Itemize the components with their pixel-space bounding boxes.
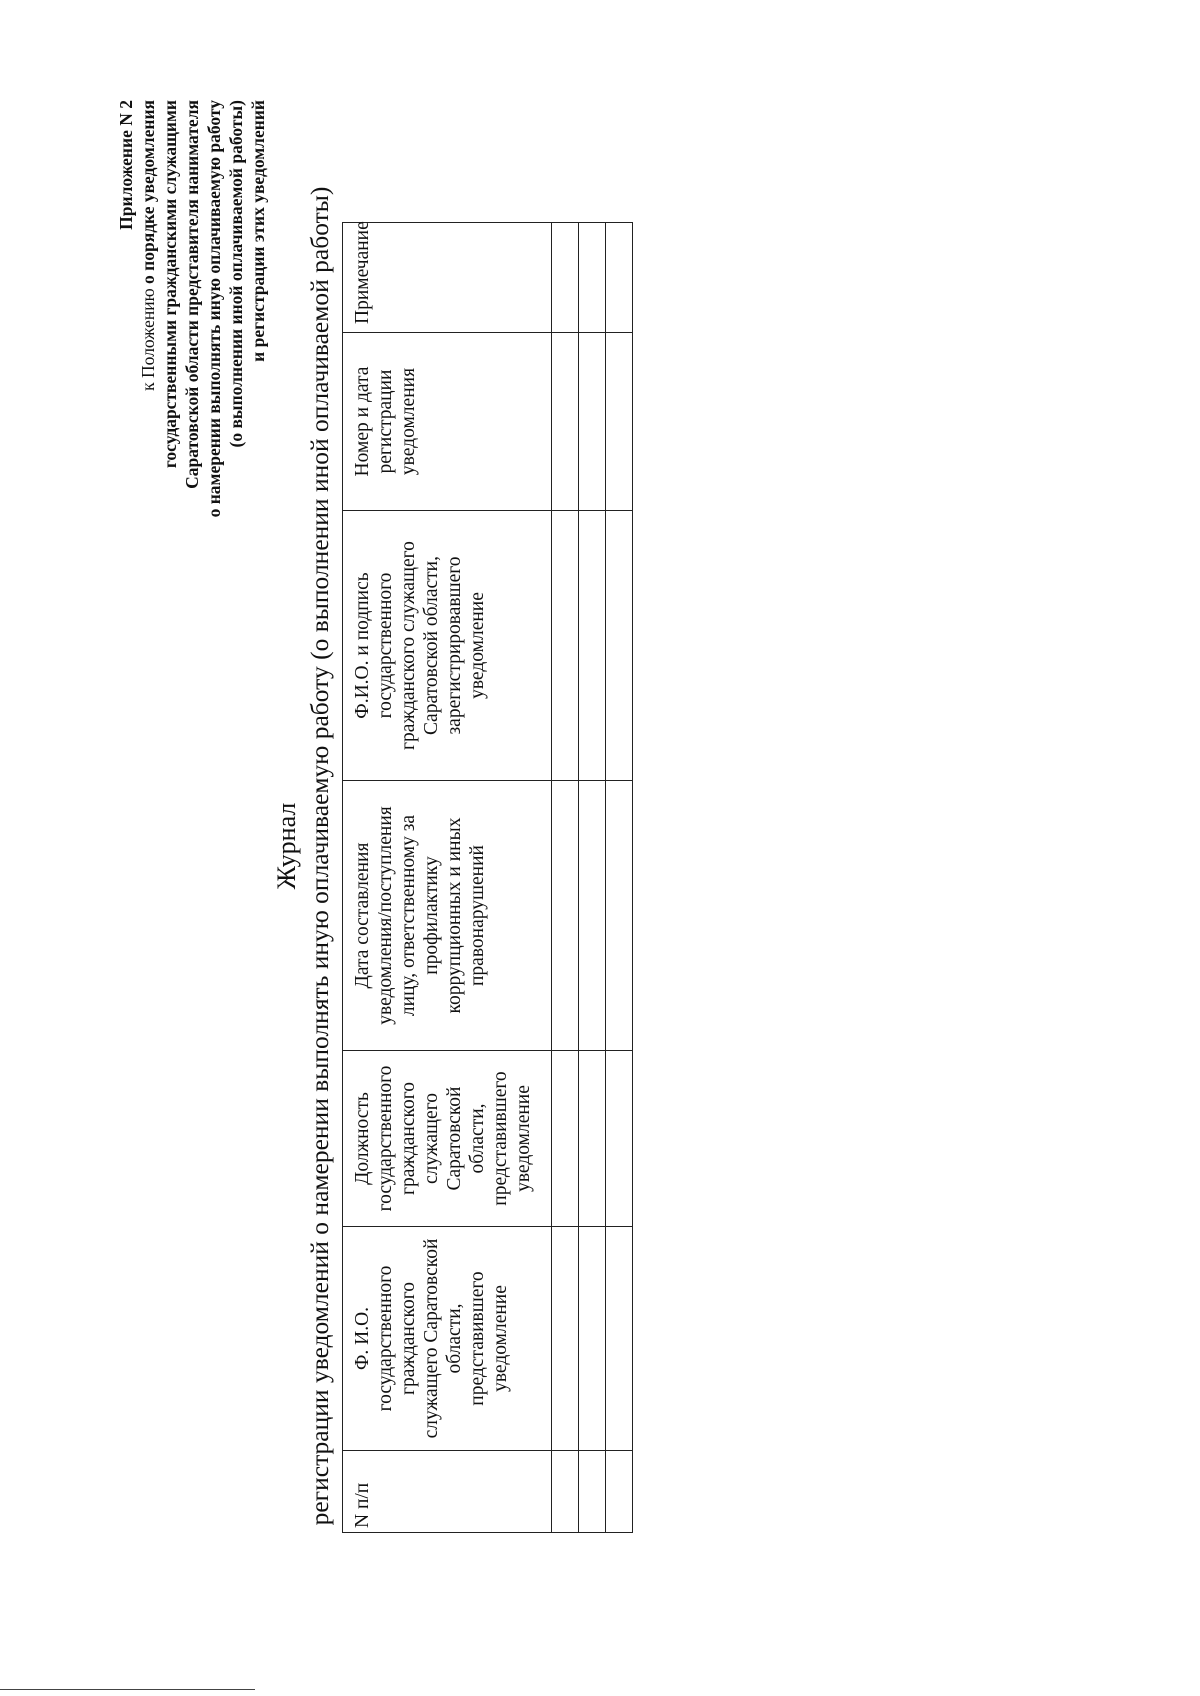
table-row [606, 223, 633, 1533]
column-header-date: Дата составления уведомления/поступления лицу, ответственному за профилактику коррупционных и иных правонарушений [343, 781, 552, 1051]
table-cell [606, 333, 633, 511]
table-cell [606, 1227, 633, 1451]
journal-subtitle: регистрации уведомлений о намерении выполнять иную оплачиваемую работу (о выполнении иной оплачиваемой работы) [305, 186, 334, 1526]
table-cell [579, 511, 606, 781]
table-cell [606, 1451, 633, 1533]
table-cell [579, 1051, 606, 1227]
column-header-registration-number: Номер и дата регистрации уведомления [343, 333, 552, 511]
appendix-line-2-rest: о порядке уведомления [138, 100, 158, 289]
journal-title: Журнал [272, 802, 301, 890]
appendix-line-4: Саратовской области представителя нанимателя [182, 100, 202, 489]
table-cell [606, 511, 633, 781]
table-cell [606, 781, 633, 1051]
appendix-line-3: государственными гражданскими служащими [160, 100, 180, 469]
appendix-header [115, 100, 269, 517]
column-header-note: Примечание [343, 223, 552, 333]
table-cell [579, 1227, 606, 1451]
column-header-position: Должность государственного гражданского служащего Саратовской области, представившего уведомление [343, 1051, 552, 1227]
table-cell [552, 1227, 579, 1451]
table-cell [552, 1051, 579, 1227]
column-header-employee-name: Ф. И.О. государственного гражданского служащего Саратовской области, представившего уведомление [343, 1227, 552, 1451]
table-cell [552, 333, 579, 511]
table-cell [552, 781, 579, 1051]
column-header-number: N п/п [343, 1451, 552, 1533]
appendix-number: Приложение N 2 [116, 100, 136, 230]
table-cell [552, 1451, 579, 1533]
table-cell [552, 511, 579, 781]
table-cell [606, 223, 633, 333]
journal-table [342, 222, 633, 1533]
table-cell [579, 1451, 606, 1533]
table-cell [579, 333, 606, 511]
table-cell [606, 1051, 633, 1227]
column-header-registrar-signature: Ф.И.О. и подпись государственного гражданского служащего Саратовской области, зарегистрировавшего уведомление [343, 511, 552, 781]
table-row [552, 223, 579, 1533]
table-cell [579, 223, 606, 333]
table-header-row [343, 223, 552, 1533]
table-cell [579, 781, 606, 1051]
appendix-line-2-prefix: к Положению [138, 288, 158, 391]
appendix-line-2 [137, 100, 159, 517]
appendix-line-5: о намерении выполнять иную оплачиваемую работу [204, 100, 224, 518]
table-row [579, 223, 606, 1533]
appendix-line-6: (о выполнении иной оплачиваемой работы) [226, 100, 246, 448]
appendix-line-7: и регистрации этих уведомлений [248, 100, 268, 362]
scan-artifact-line [0, 1689, 255, 1690]
table-cell [552, 223, 579, 333]
